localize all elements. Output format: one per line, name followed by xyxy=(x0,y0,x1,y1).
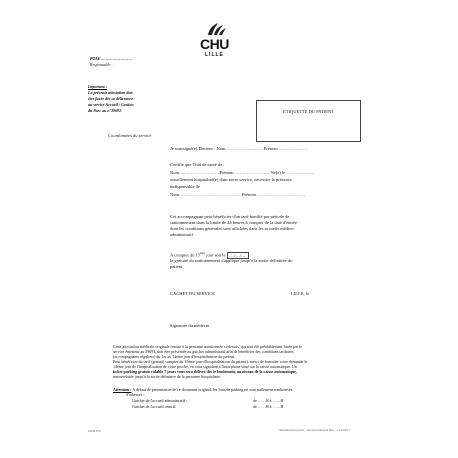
notice-line: 14ème jour de l'hospitalisation de votre proche, en vous signalant à l'interphone situé sur la caisse automatique. Un xyxy=(113,364,297,369)
notice-line: service émetteur au 39693, doit être présentée au guichet administratif afin de bénéficier des conditions tarifaires xyxy=(113,349,294,354)
cachet-service: CACHET DU SERVICE xyxy=(170,291,216,296)
important-line: être faxée dès sa délivrance xyxy=(88,96,134,101)
signature-medecin: Signature du médecin xyxy=(170,323,210,328)
accompagnant-line: dont les conditions générales sont affichées dans les accueils médico- xyxy=(170,226,296,231)
compter-text-2: jour soit le xyxy=(205,252,226,258)
adresser-label: S'adresser : xyxy=(126,392,145,397)
patient-label-box xyxy=(256,100,361,142)
accompagnant-line: administratif. xyxy=(170,232,195,237)
date-box: …/…/… xyxy=(227,252,249,259)
guichet-central-time: de ……H à ……H xyxy=(253,404,284,409)
bird-logo-icon xyxy=(205,22,227,36)
important-line: au service Accueil / Gestion xyxy=(88,102,134,107)
patient-name-line: Nom………………………Prénom…………………… Né(e) le ………………, xyxy=(170,170,315,175)
logo-subtitle: LILLE xyxy=(205,52,224,58)
guichet-admin-time: de ……H à ……H xyxy=(253,398,284,403)
attention-text: A défaut de présentation de ce document original, les frais de parking ne sont nullement remboursés. xyxy=(132,387,294,392)
gratuite-line: la gratuité du stationnement s'applique jusqu'à la sortie définitive du xyxy=(170,258,293,263)
guichet-central: Guichet de l'accueil central xyxy=(132,404,176,409)
important-line: du Parc au n°39693 xyxy=(88,108,122,113)
notice-line: (accompagnants réguliers) du 1er au 14ème jour d'hospitalisation du patient. xyxy=(113,354,236,359)
compter-sup: ème xyxy=(200,251,206,255)
certifie-line: Certifie que l'état de santé de : xyxy=(170,162,225,167)
responsable-field: Responsable : xyxy=(90,62,113,67)
footer-left: JOUR 4/79 xyxy=(88,430,101,433)
accompagnant-line: stationnement dans la limite de 24 heures à compter de la date d'entrée xyxy=(170,220,298,225)
pole-field: POLE…………………… xyxy=(90,56,133,61)
notice-line: Cette attestation médicale originale remise à la personne mentionnée ci-dessus, qui sera été préalablement faxée par le xyxy=(113,344,303,349)
doctor-line: Je soussigné(e) Docteur : Nom …………………… Prénom ………………. xyxy=(170,146,307,151)
important-title: Important : xyxy=(88,84,108,89)
indispensable-line: indispensable de xyxy=(170,184,200,189)
notice-line: ticket parking gratuit valable 7 jours vous sera délivré dès le lendemain, au niveau de la caisse automatique, xyxy=(113,369,297,374)
important-line: La présente attestation doit xyxy=(88,90,133,95)
gratuite-line: patient. xyxy=(170,264,184,269)
hospitalise-line: actuellement hospitalisé(e) dans notre service, nécessite la présence xyxy=(170,177,292,182)
chu-lille-logo xyxy=(200,22,232,62)
guichet-admin: Guichet de l'accueil administratif : xyxy=(132,398,188,403)
notice-line: Pour bénéficier du tarif (gratuit) compter du 15ème jour d'hospitalisation du patient), merci de formuler votre demande le xyxy=(113,359,308,364)
compter-text: A compter du 15 xyxy=(170,252,201,258)
lille-date: LILLE, le xyxy=(291,291,309,296)
logo-name: CHU xyxy=(200,36,229,52)
patient-label-text: ETIQUETTE DU PATIENT xyxy=(282,109,335,114)
footer-right: Attestation de la Santé – Accueil Gestion du Parc – 14/10/2017 xyxy=(279,429,350,432)
notice-line: renouvelable jusqu'à la sortie définitive de la personne hospitalisée. xyxy=(113,374,221,379)
coordonnees-service: Coordonnées du service xyxy=(108,133,152,138)
accompagnant-line: Cet accompagnant peut bénéficier d'un tarif bonifié par période de xyxy=(170,214,290,219)
accompanist-name-line: Nom……………………………………Prénom…………………………… xyxy=(170,192,306,197)
attention-title: Attention : xyxy=(113,387,132,392)
